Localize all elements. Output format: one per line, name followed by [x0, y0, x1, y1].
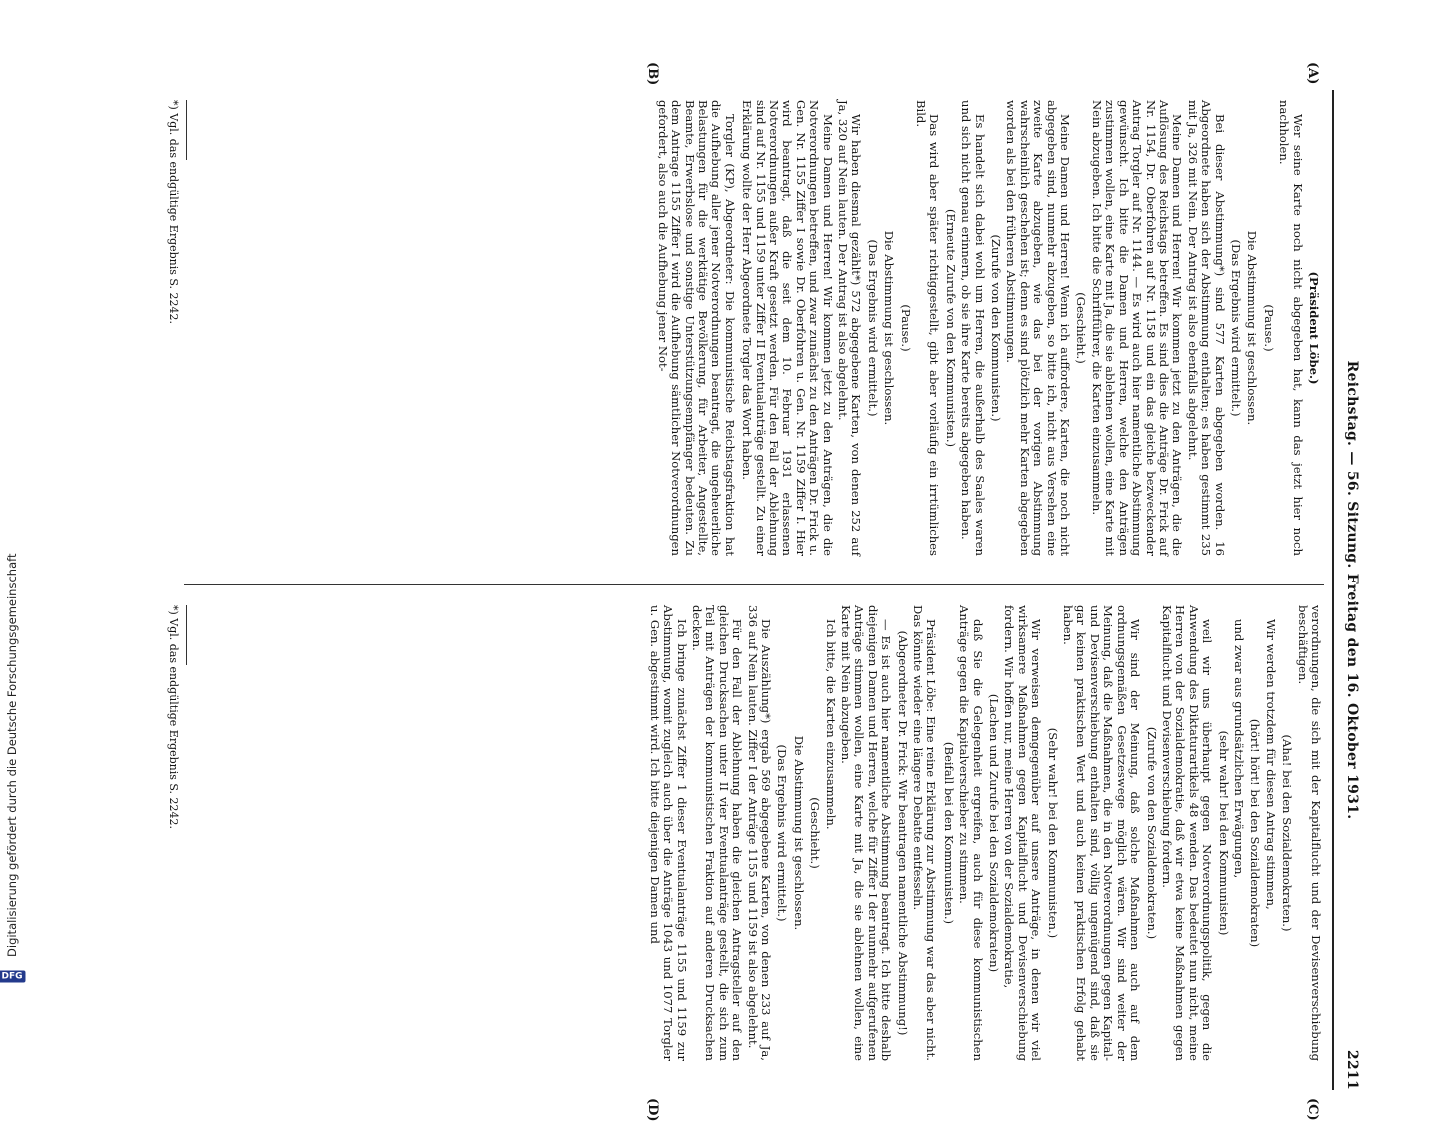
- stage-direction: (Abgeordneter Dr. Frick: Wir beantragen namentliche Abstimmung!): [895, 630, 910, 1036]
- paragraph: Meine Damen und Herren! Wir kommen jetzt zu den Anträgen, die die Notverordnungen betreffen, und zwar zunächst zu den Anträgen Dr. Frick u. Gen. Nr. 1155 Ziffer I sowie Dr. Oberfohren u. Gen. Nr. 1159 Ziffer I. Hier wird beantragt, daß die seit dem 10. Februar 1931 erlassenen Notverordnungen außer Kraft gesetzt werden. Für den Fall der Ablehnung sind auf Nr. 1155 und 1159 unter Ziffer II Eventualanträge gestellt. Zu einer Erklärung wollte der Herr Abgeordnete Torgler das Wort haben.: [740, 100, 835, 556]
- paragraph: Wir verweisen demgegenüber auf unsere Anträge, in denen wir viel wirksamere Maßnahmen gegen Kapitalflucht und Devisenverschiebung fordern. Wir hoffen nur, meine Herren von der Sozialdemokratie,: [1002, 605, 1044, 1061]
- paragraph: Die Auszählung*) ergab 569 abgegebene Karten, von denen 233 auf Ja, 336 auf Nein lauten. Ziffer I der Anträge 1155 und 1159 ist also abgelehnt.: [745, 605, 773, 1061]
- stage-direction: (Beifall bei den Kommunisten.): [941, 741, 956, 925]
- stage-direction: (Das Ergebnis wird ermittelt.): [775, 744, 790, 922]
- margin-marker-a: (A): [1305, 62, 1320, 85]
- column-divider: [184, 584, 1324, 585]
- dfg-logo: DFG: [0, 970, 26, 982]
- stage-direction: (Zurufe von den Sozialdemokraten.): [1144, 726, 1159, 940]
- footnote-rule: [186, 605, 187, 665]
- paragraph: Das wird aber später richtiggestellt, gibt aber vorläufig ein irrtümliches Bild.: [914, 100, 942, 556]
- paragraph: Meine Damen und Herren! Wir kommen jetzt zu den Anträgen, die die Auflösung des Reichstags betreffen. Es sind dies die Anträge Dr. Frick auf Nr. 1154, Dr. Oberfohren auf Nr. 1158 und ein das gleiche bezweckender Antrag Torgler auf Nr. 1144. — Es wird auch hier namentliche Abstimmung gewünscht. Ich bitte die Damen und Herren, welche den Anträgen zustimmen wollen, eine Karte mit Ja, die sie ablehnen wollen, eine Karte mit Nein abzugeben. Ich bitte die Schriftführer, die Karten einzusammeln.: [1089, 100, 1185, 556]
- paragraph: Bei dieser Abstimmung*) sind 577 Karten abgegeben worden. 16 Abgeordnete haben sich der Abstimmung enthalten; es haben gestimmt 235 mit Ja, 326 mit Nein. Der Antrag ist also ebenfalls abgelehnt.: [1185, 100, 1227, 556]
- paragraph: Wir sind der Meinung, daß solche Maßnahmen auch auf dem ordnungsgemäßen Gesetzeswege möglich wären. Wir sind weiter der Meinung, daß die Maßnahmen, die in den Notverordnungen gegen Kapital- und Devisenverschiebung enthalten sind, völlig ungenügend sind, daß sie gar keinen praktischen Wert und auch keinen praktischen Erfolg gehabt haben.: [1061, 605, 1143, 1061]
- stage-direction: (Das Ergebnis wird ermittelt.): [865, 239, 880, 417]
- footnote-left: *) Vgl. das endgültige Ergebnis S. 2242.: [167, 100, 180, 325]
- speaker-line: (Präsident Löbe.): [1307, 271, 1321, 385]
- left-column: [312, 100, 1322, 556]
- paragraph: verordnungen, die sich mit der Kapitalflucht und der Devisenverschiebung beschäftigen.: [1295, 605, 1323, 1061]
- margin-marker-d: (D): [645, 1098, 660, 1122]
- header-title: Reichstag. — 56. Sitzung. Freitag den 16. Oktober 1931.: [1344, 360, 1360, 820]
- paragraph: Es handelt sich dabei wohl um Herren, die außerhalb des Saales waren und sich nicht genau erinnern, ob sie ihre Karte bereits abgegeben haben.: [959, 100, 987, 556]
- paragraph: weil wir uns überhaupt gegen Notverordnungspolitik, gegen die Anwendung des Diktaturartikels 48 wenden. Das bedeutet nun nicht, meine Herren von der Sozialdemokratie, daß wir etwa keine Maßnahmen gegen Kapitalflucht und Devisenverschiebung fordern.: [1159, 605, 1215, 1061]
- footnote-right: *) Vgl. das endgültige Ergebnis S. 2242.: [167, 605, 180, 830]
- stage-direction: (Sehr wahr! bei den Kommunisten.): [1045, 727, 1060, 939]
- right-column: [312, 605, 1322, 1061]
- credit-text: Digitalisierung gefördert durch die Deutsche Forschungsgemeinschaft: [5, 553, 19, 957]
- paragraph: Für den Fall der Ablehnung haben die gleichen Antragsteller auf den gleichen Drucksachen unter II vier Eventualanträge gestellt, die sich zum Teil mit Anträgen der kommunistischen Fraktion auf anderen Drucksachen decken.: [689, 605, 745, 1061]
- stage-direction: (Zurufe von den Kommunisten.): [989, 234, 1004, 422]
- stage-direction: (Lachen und Zurufe bei den Sozialdemokraten): [987, 693, 1002, 973]
- stage-direction: (Pause.): [1261, 304, 1276, 352]
- paragraph: — Es ist auch hier namentliche Abstimmung beantragt. Ich bitte deshalb diejenigen Damen und Herren, welche für Ziffer I der nunmehr aufgerufenen Anträge stimmen wollen, eine Karte mit Ja, die sie ablehnen wollen, eine Karte mit Nein abzugeben.: [839, 605, 894, 1061]
- running-header: [1334, 90, 1360, 1090]
- paragraph: Die Abstimmung ist geschlossen.: [882, 230, 897, 426]
- paragraph: und zwar aus grundsätzlichen Erwägungen,: [1231, 619, 1246, 879]
- stage-direction: (Erneute Zurufe von den Kommunisten.): [943, 208, 958, 448]
- paragraph: Wer seine Karte noch nicht abgegeben hat, kann das jetzt hier noch nachholen.: [1277, 100, 1305, 556]
- header-rule: [1332, 90, 1334, 1090]
- stage-direction: (hört! hört! bei den Sozialdemokraten): [1248, 718, 1263, 948]
- paragraph: Ich bitte, die Karten einzusammeln.: [823, 619, 838, 830]
- paragraph: Wir haben diesmal gezählt*) 572 abgegebene Karten, von denen 252 auf Ja, 320 auf Nein lauten. Der Antrag ist also abgelehnt.: [836, 100, 864, 556]
- stage-direction: (Geschieht.): [1074, 292, 1089, 364]
- page-number: 2211: [1344, 1049, 1360, 1090]
- footnote-rule: [186, 100, 187, 160]
- stage-direction: (Das Ergebnis wird ermittelt.): [1228, 239, 1243, 417]
- paragraph: Meine Damen und Herren! Wenn ich auffordere, Karten, die noch nicht abgegeben sind, nunmehr abzugeben, so bitte ich, nicht aus Versehen eine zweite Karte abzugeben, wie das bei der vorigen Abstimmung wahrscheinlich geschehen ist; denn es sind plötzlich mehr Karten abgegeben worden als bei den früheren Abstimmungen.: [1004, 100, 1073, 556]
- stage-direction: (sehr wahr! bei den Kommunisten): [1216, 730, 1231, 936]
- paragraph: Ich bringe zunächst Ziffer 1 dieser Eventualanträge 1155 und 1159 zur Abstimmung, womit zugleich auch über die Anträge 1043 und 1077 Torgler u. Gen. abgestimmt wird. Ich bitte diejenigen Damen und: [647, 605, 689, 1061]
- paragraph: Die Abstimmung ist geschlossen.: [1245, 230, 1260, 426]
- digitization-credit: [0, 0, 24, 1000]
- speech-paragraph: Torgler (KP), Abgeordneter: Die kommunistische Reichstagsfraktion hat die Aufhebung aller jener Notverordnungen beantragt, die ungeheuerliche Belastungen für die werktätige Bevölkerung, für Arbeiter, Angestellte, Beamte, Erwerbslose und sonstige Unterstützungsempfänger bedeuten. Zu dem Antrage 1155 Ziffer I wird die Aufhebung sämtlicher Notverordnungen gefordert, also auch die Aufhebung jener Not-: [655, 100, 737, 556]
- margin-marker-b: (B): [645, 62, 660, 86]
- paragraph: Die Abstimmung ist geschlossen.: [791, 735, 806, 931]
- paragraph: Wir werden trotzdem für diesen Antrag stimmen,: [1263, 619, 1278, 910]
- stage-direction: (Geschieht.): [808, 797, 823, 869]
- stage-direction: (Aha! bei den Sozialdemokraten.): [1280, 734, 1295, 932]
- speech-paragraph: Präsident Löbe: Eine reine Erklärung zur Abstimmung war das aber nicht. Das könnte wieder eine längere Debatte entfesseln.: [911, 605, 939, 1061]
- margin-marker-c: (C): [1305, 1098, 1320, 1121]
- stage-direction: (Pause.): [898, 304, 913, 352]
- paragraph: daß Sie die Gelegenheit ergreifen, auch für diese kommunistischen Anträge gegen die Kapitalverschieber zu stimmen.: [957, 605, 985, 1061]
- document-page: [140, 62, 1360, 1122]
